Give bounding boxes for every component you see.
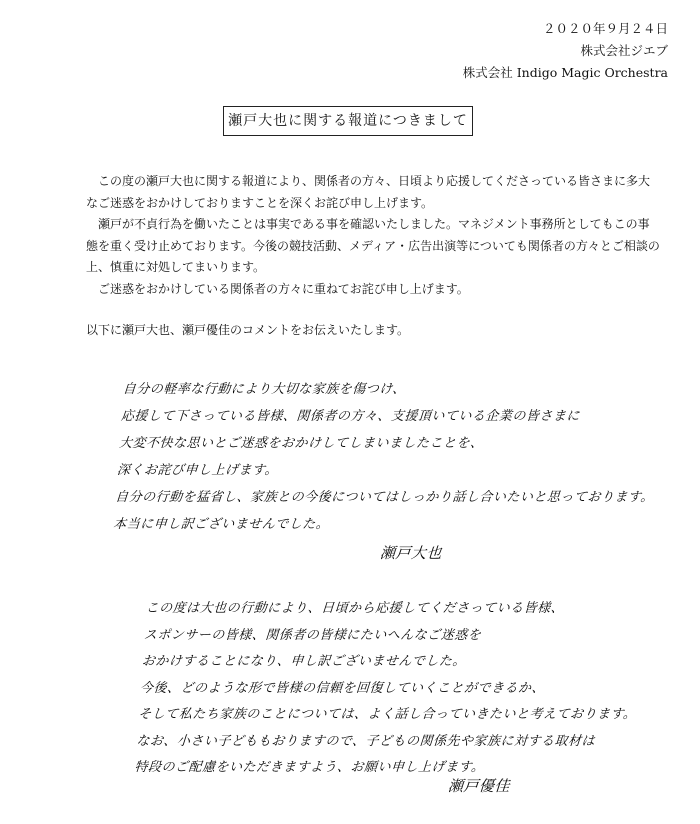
signature-2: 瀬戸優佳 bbox=[447, 777, 511, 795]
comment-1-line: 自分の行動を猛省し、家族との今後についてはしっかり話し合いたいと思っております。 bbox=[114, 490, 655, 505]
handwritten-comment-1 bbox=[112, 376, 683, 538]
comment-1-line: 大変不快な思いとご迷惑をおかけしてしまいましたことを、 bbox=[118, 436, 484, 451]
signature-1: 瀬戸大也 bbox=[379, 544, 443, 562]
comment-2-line: おかけすることになり、申し訳ございませんでした。 bbox=[141, 654, 467, 669]
issue-date: ２０２０年９月２４日 bbox=[542, 21, 668, 36]
letter-header bbox=[463, 18, 668, 84]
issuer-company-1: 株式会社ジエブ bbox=[580, 43, 668, 58]
comment-1-line: 自分の軽率な行動により大切な家族を傷つけ、 bbox=[122, 382, 407, 397]
comment-2-line: 特段のご配慮をいただきますよう、お願い申し上げます。 bbox=[133, 760, 485, 775]
comment-intro: 以下に瀬戸大也、瀬戸優佳のコメントをお伝えいたします。 bbox=[86, 323, 410, 337]
comment-1-line: 本当に申し訳ございませんでした。 bbox=[112, 517, 330, 532]
comment-2-line: なお、小さい子どももおりますので、子どもの関係先や家族に対する取材は bbox=[135, 733, 596, 749]
document-title: 瀬戸大也に関する報道につきまして bbox=[223, 106, 473, 136]
statement-body bbox=[86, 171, 661, 300]
handwritten-comment-2 bbox=[134, 596, 687, 782]
statement-paragraph-1: この度の瀬戸大也に関する報道により、関係者の方々、日頃より応援してくださっている皆さまに多大なご迷惑をおかけしておりますことを深くお詫び申し上げます。 bbox=[86, 174, 651, 210]
comment-2-line: スポンサーの皆様、関係者の皆様にたいへんなご迷惑を bbox=[143, 627, 482, 643]
comment-2-line: そして私たち家族のことについては、よく話し合っていきたいと考えております。 bbox=[137, 707, 637, 722]
comment-1-line: 応援して下さっている皆様、関係者の方々、支援頂いている企業の皆さまに bbox=[120, 409, 581, 424]
comment-2-line: この度は大也の行動により、日頃から応援してくださっている皆様、 bbox=[145, 601, 565, 616]
comment-1-line: 深くお詫び申し上げます。 bbox=[116, 463, 279, 478]
issuer-company-2: 株式会社 Indigo Magic Orchestra bbox=[462, 65, 668, 80]
statement-paragraph-3: ご迷惑をおかけしている関係者の方々に重ねてお詫び申し上げます。 bbox=[98, 281, 469, 296]
statement-paragraph-2: 瀬戸が不貞行為を働いたことは事実である事を確認いたしました。マネジメント事務所としてもこの事態を重く受け止めております。今後の競技活動、メディア・広告出演等についても関係者の方々とご相談の上、慎重に対処してまいります。 bbox=[86, 217, 660, 274]
comment-2-line: 今後、どのような形で皆様の信頼を回復していくことができるか、 bbox=[139, 680, 546, 696]
